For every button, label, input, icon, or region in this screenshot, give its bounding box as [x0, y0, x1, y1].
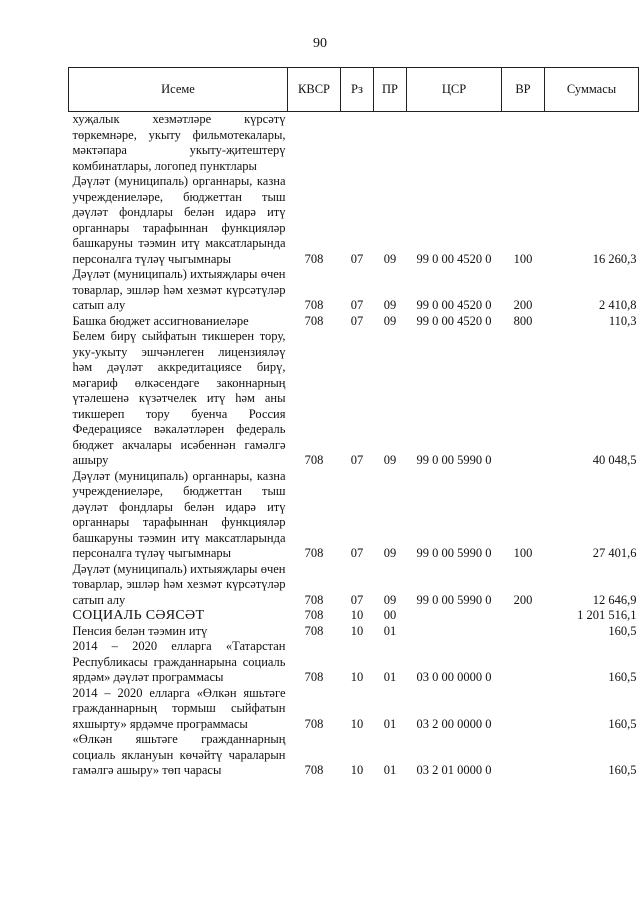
row-name: Дәүләт (муниципаль) ихтыяҗлары өчен товарлар, эшләр һәм хезмәт күрсәтүләр сатып алу	[72, 561, 286, 607]
row-csr: 99 0 00 5990 0	[416, 453, 492, 467]
column-header-pr: ПР	[374, 68, 407, 112]
column-header-vr: ВР	[502, 68, 545, 112]
row-name: Дәүләт (муниципаль) органнары, казна учреждениеләре, бюджеттан тыш дәүләт фондлары белән идарә итү органнары тарафыннан функцияләр башкаруны тәэмин итү максатларында персоналга түләү чыгымнары	[72, 468, 286, 560]
table-row	[69, 174, 639, 267]
row-vr	[502, 732, 545, 779]
row-pr: 09	[383, 592, 397, 607]
row-vr	[502, 112, 545, 175]
row-rz: 10	[350, 623, 364, 638]
table-row	[69, 732, 639, 779]
row-sum: 40 048,5	[592, 453, 637, 467]
row-pr: 01	[383, 670, 397, 684]
row-pr: 01	[383, 716, 397, 731]
table-row	[69, 608, 639, 624]
row-csr: 99 0 00 4520 0	[416, 298, 492, 312]
row-csr	[407, 624, 502, 640]
row-csr	[407, 112, 502, 175]
table-row	[69, 639, 639, 686]
row-name: 2014 – 2020 елларга «Татарстан Республикасы гражданнарына социаль ярдәм» дәүләт программасы	[72, 639, 286, 684]
table-row	[69, 329, 639, 469]
row-kvsr: 708	[304, 763, 324, 777]
row-sum: 27 401,6	[592, 546, 637, 560]
table-row	[69, 686, 639, 733]
row-name: СОЦИАЛЬ СӘЯСӘТ	[72, 608, 205, 623]
row-kvsr	[288, 112, 341, 175]
row-kvsr: 708	[304, 453, 324, 467]
row-name: хуҗалык хезмәтләре күрсәтү төркемнәре, укыту фильмотекалары, мәктәпара укыту-җитештерү комбинатлары, логопед пунктлары	[72, 112, 286, 173]
row-name: Башка бюджет ассигнованиеләре	[72, 313, 249, 328]
row-sum	[545, 112, 639, 175]
row-pr: 09	[383, 251, 397, 266]
row-rz	[341, 112, 374, 175]
table-row	[69, 624, 639, 640]
row-pr	[374, 112, 407, 175]
row-pr: 09	[383, 313, 397, 328]
column-header-csr: ЦСР	[407, 68, 502, 112]
row-sum: 110,3	[608, 313, 637, 328]
page-number: 90	[313, 36, 327, 51]
row-csr: 03 2 00 0000 0	[416, 716, 492, 731]
row-csr: 99 0 00 5990 0	[416, 546, 492, 560]
row-kvsr: 708	[304, 592, 324, 607]
row-rz: 07	[350, 251, 364, 266]
row-rz: 07	[350, 546, 364, 560]
row-sum: 160,5	[608, 670, 637, 684]
row-vr: 200	[513, 592, 533, 607]
row-csr: 99 0 00 5990 0	[416, 592, 492, 607]
table-row	[69, 267, 639, 314]
row-sum: 16 260,3	[592, 251, 637, 266]
row-sum: 160,5	[608, 716, 637, 731]
table-row	[69, 469, 639, 562]
row-name: Белем бирү сыйфатын тикшерен тору, уку-укыту эшчәнлеген лицензияләү һәм дәүләт аккредитациясе бирү, мәгариф өлкәсендәге законнарның үтәлешенә күзәтчелек итү һәм аны тикшереп тору буенча Россия Федерациясе вәкаләтләрен федераль бюджет акчалары исәбеннән гамәлгә ашыру	[72, 329, 286, 467]
row-name: 2014 – 2020 елларга «Өлкән яшьтәге гражданнарның тормыш сыйфатын яхшырту» ярдәмче программасы	[72, 685, 286, 731]
row-vr: 200	[513, 298, 533, 312]
row-name: «Өлкән яшьтәге гражданнарның социаль яклануын көчәйтү чараларын гамәлгә ашыру» төп чарасы	[72, 732, 286, 777]
column-header-rz: Рз	[341, 68, 374, 112]
row-vr	[502, 639, 545, 686]
row-rz: 07	[350, 298, 364, 312]
row-vr	[502, 329, 545, 469]
row-kvsr: 708	[304, 546, 324, 560]
row-csr: 99 0 00 4520 0	[416, 251, 492, 266]
row-name: Дәүләт (муниципаль) ихтыяҗлары өчен товарлар, эшләр һәм хезмәт күрсәтүләр сатып алу	[72, 267, 286, 312]
row-pr: 09	[383, 546, 397, 560]
row-pr: 09	[383, 453, 397, 467]
row-kvsr: 708	[304, 298, 324, 312]
row-rz: 10	[350, 608, 364, 622]
row-rz: 10	[350, 763, 364, 777]
row-kvsr: 708	[304, 608, 324, 622]
row-name: Дәүләт (муниципаль) органнары, казна учреждениеләре, бюджеттан тыш дәүләт фондлары белән идарә итү органнары тарафыннан функцияләр башкаруны тәэмин итү максатларында персоналга түләү чыгымнары	[72, 174, 286, 266]
row-kvsr: 708	[304, 251, 324, 266]
row-csr	[407, 608, 502, 624]
row-csr: 99 0 00 4520 0	[416, 313, 492, 328]
row-pr: 09	[383, 298, 397, 312]
row-kvsr: 708	[304, 670, 324, 684]
row-rz: 10	[350, 670, 364, 684]
column-header-kvsr: КВСР	[288, 68, 341, 112]
row-kvsr: 708	[304, 623, 324, 638]
table-row	[69, 314, 639, 330]
row-kvsr: 708	[304, 716, 324, 731]
row-pr: 01	[383, 623, 397, 638]
budget-table	[68, 67, 639, 779]
row-sum: 1 201 516,1	[577, 608, 637, 622]
table-row	[69, 112, 639, 175]
row-vr	[502, 624, 545, 640]
row-vr	[502, 686, 545, 733]
table-row	[69, 562, 639, 609]
row-vr	[502, 608, 545, 624]
table-header-row	[69, 68, 639, 112]
row-rz: 07	[350, 592, 364, 607]
row-vr: 100	[513, 251, 533, 266]
row-kvsr: 708	[304, 313, 324, 328]
column-header-name: Исеме	[69, 68, 288, 112]
row-vr: 800	[513, 313, 533, 328]
row-pr: 01	[383, 763, 397, 777]
row-name: Пенсия белән тәэмин итү	[72, 623, 208, 638]
row-rz: 07	[350, 313, 364, 328]
row-rz: 10	[350, 716, 364, 731]
row-sum: 160,5	[608, 763, 637, 777]
row-csr: 03 0 00 0000 0	[416, 670, 492, 684]
column-header-sum: Суммасы	[545, 68, 639, 112]
row-sum: 160,5	[608, 623, 637, 638]
row-csr: 03 2 01 0000 0	[416, 763, 492, 777]
row-pr: 00	[383, 608, 397, 622]
row-sum: 2 410,8	[599, 298, 637, 312]
row-sum: 12 646,9	[592, 592, 637, 607]
row-rz: 07	[350, 453, 364, 467]
row-vr: 100	[513, 546, 533, 560]
